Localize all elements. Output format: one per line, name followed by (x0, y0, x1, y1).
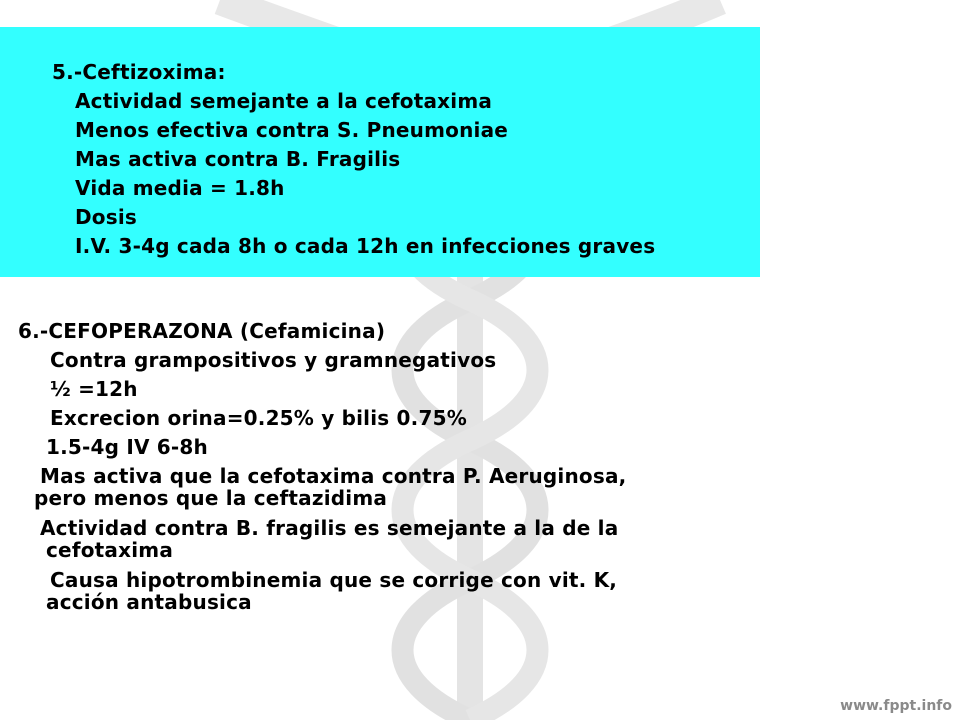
ceftizoxima-line: I.V. 3-4g cada 8h o cada 12h en infecciones graves (75, 234, 656, 258)
cefoperazona-line: 1.5-4g IV 6-8h (46, 435, 208, 459)
footer-url[interactable]: www.fppt.info (840, 698, 952, 714)
ceftizoxima-line: Menos efectiva contra S. Pneumoniae (75, 118, 509, 142)
cefoperazona-line: pero menos que la ceftazidima (34, 486, 388, 510)
ceftizoxima-line: Vida media = 1.8h (75, 176, 285, 200)
section-title-ceftizoxima: 5.-Ceftizoxima: (52, 60, 226, 84)
cefoperazona-line: Causa hipotrombinemia que se corrige con vit. K, (50, 568, 618, 592)
cefoperazona-line: acción antabusica (46, 590, 252, 614)
cefoperazona-line: Contra grampositivos y gramnegativos (50, 348, 497, 372)
cefoperazona-line: Mas activa que la cefotaxima contra P. Aeruginosa, (40, 464, 627, 488)
ceftizoxima-line: Mas activa contra B. Fragilis (75, 147, 401, 171)
cefoperazona-line: ½ =12h (50, 377, 138, 401)
cefoperazona-line: Actividad contra B. fragilis es semejante a la de la (40, 516, 619, 540)
section-title-cefoperazona: 6.-CEFOPERAZONA (Cefamicina) (18, 319, 386, 343)
cefoperazona-line: Excrecion orina=0.25% y bilis 0.75% (50, 406, 467, 430)
ceftizoxima-line: Actividad semejante a la cefotaxima (75, 89, 493, 113)
ceftizoxima-line: Dosis (75, 205, 138, 229)
cefoperazona-line: cefotaxima (46, 538, 174, 562)
